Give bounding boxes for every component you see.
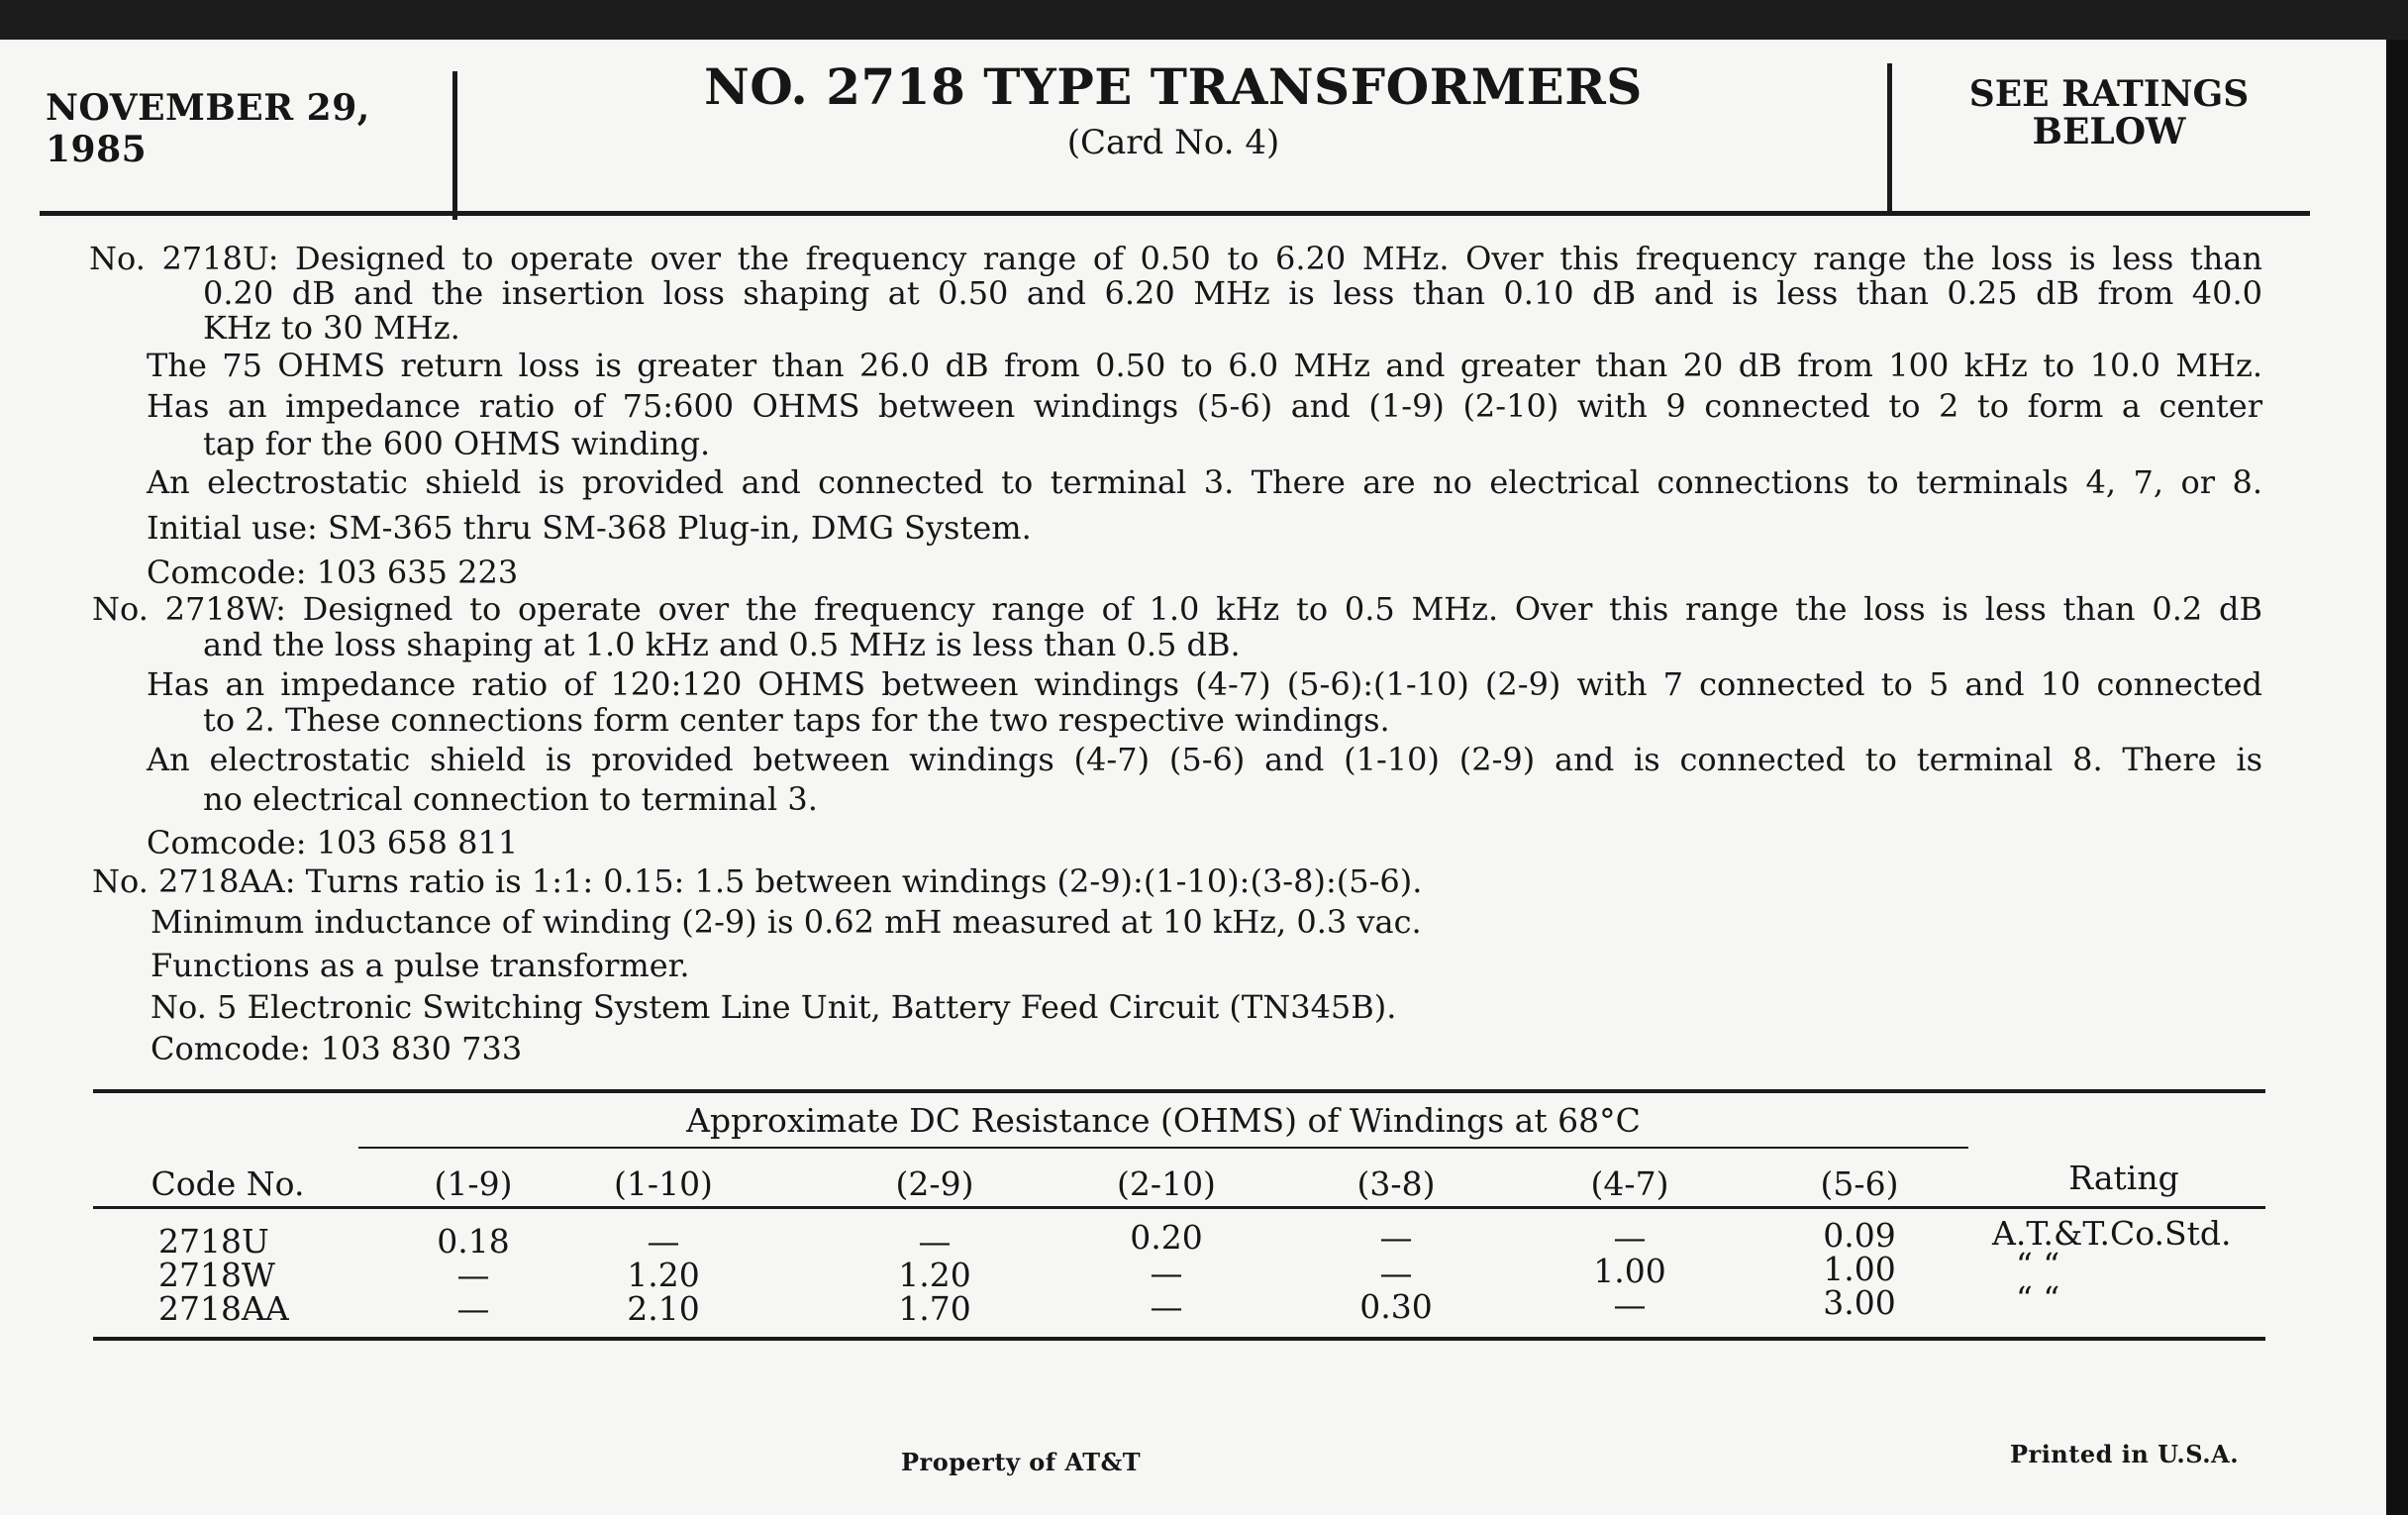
table-bottom-rule <box>93 1337 2265 1341</box>
table-cell: 0.09 <box>1823 1216 1896 1255</box>
table-header-rating: Rating <box>2068 1159 2179 1197</box>
ratings-note <box>1896 75 2322 151</box>
table-header-rule <box>93 1206 2265 1209</box>
header-divider-left <box>452 71 457 220</box>
table-group-rule <box>358 1147 1968 1149</box>
u-line-7: An electrostatic shield is provided and connected to terminal 3. There are no electrical connections to terminals 4, 7, or 8. <box>147 463 2262 501</box>
table-header-col: (5-6) <box>1820 1164 1899 1203</box>
w-line-6: no electrical connection to terminal 3. <box>203 780 818 818</box>
table-cell: — <box>456 1256 490 1294</box>
printed-notice: Printed in U.S.A. <box>2010 1440 2240 1468</box>
u-line-1: No. 2718U: Designed to operate over the frequency range of 0.50 to 6.20 MHz. Over this frequency range the loss is less than <box>89 240 2262 277</box>
aa-line-1: No. 2718AA: Turns ratio is 1:1: 0.15: 1.5 between windings (2-9):(1-10):(3-8):(5-6). <box>92 862 1423 900</box>
aa-line-4: No. 5 Electronic Switching System Line Unit, Battery Feed Circuit (TN345B). <box>150 988 1397 1026</box>
aa-line-2: Minimum inductance of winding (2-9) is 0.62 mH measured at 10 kHz, 0.3 vac. <box>150 903 1422 941</box>
w-line-5: An electrostatic shield is provided between windings (4-7) (5-6) and (1-10) (2-9) and is connected to terminal 8. There is <box>147 741 2262 778</box>
u-line-4: The 75 OHMS return loss is greater than 26.0 dB from 0.50 to 6.0 MHz and greater than 20 dB from 100 kHz to 10.0 MHz. <box>147 347 2262 384</box>
table-cell: 2.10 <box>627 1289 700 1328</box>
header-rule <box>40 211 2310 216</box>
u-line-6: tap for the 600 OHMS winding. <box>203 425 711 462</box>
table-row-code: 2718AA <box>158 1289 289 1328</box>
ratings-note-line1: SEE RATINGS <box>1968 73 2250 115</box>
card-title: NO. 2718 TYPE TRANSFORMERS <box>704 57 1643 116</box>
table-cell: — <box>1379 1254 1413 1292</box>
table-cell: — <box>1613 1218 1647 1257</box>
table-header-col: (4-7) <box>1590 1164 1669 1203</box>
ratings-note-line2: BELOW <box>2032 111 2186 152</box>
u-comcode: Comcode: 103 635 223 <box>147 554 519 591</box>
table-cell: 1.20 <box>627 1256 700 1294</box>
table-row-rating: “ “ <box>2016 1246 2060 1284</box>
w-line-1: No. 2718W: Designed to operate over the frequency range of 1.0 kHz to 0.5 MHz. Over this range the loss is less than 0.2 dB <box>92 590 2262 628</box>
table-cell: 0.18 <box>437 1222 510 1261</box>
table-cell: 1.70 <box>898 1289 971 1328</box>
card-subtitle: (Card No. 4) <box>1066 123 1280 162</box>
table-header-col: (2-10) <box>1117 1164 1216 1203</box>
table-cell: — <box>918 1222 952 1261</box>
table-cell: — <box>456 1289 490 1328</box>
table-header-col: (2-9) <box>895 1164 974 1203</box>
aa-comcode: Comcode: 103 830 733 <box>150 1030 523 1067</box>
table-cell: 3.00 <box>1823 1283 1896 1322</box>
table-cell: — <box>1379 1218 1413 1257</box>
table-cell: — <box>647 1222 680 1261</box>
scan-edge <box>2386 40 2408 1515</box>
card-date: NOVEMBER 29, 1985 <box>46 87 370 170</box>
w-line-4: to 2. These connections form center taps for the two respective windings. <box>203 701 1390 739</box>
w-line-2: and the loss shaping at 1.0 kHz and 0.5 MHz is less than 0.5 dB. <box>203 626 1241 663</box>
table-row-rating: “ “ <box>2016 1279 2060 1318</box>
u-line-3: KHz to 30 MHz. <box>203 309 460 347</box>
w-line-3: Has an impedance ratio of 120:120 OHMS between windings (4-7) (5-6):(1-10) (2-9) with 7 connected to 5 and 10 connected <box>147 665 2262 703</box>
aa-line-3: Functions as a pulse transformer. <box>150 947 690 984</box>
u-line-2: 0.20 dB and the insertion loss shaping at 0.50 and 6.20 MHz is less than 0.10 dB and is less than 0.25 dB from 40.0 <box>203 274 2262 312</box>
table-row-rating: A.T.&T.Co.Std. <box>1992 1214 2232 1253</box>
table-cell: — <box>1150 1254 1183 1292</box>
w-comcode: Comcode: 103 658 811 <box>147 824 519 861</box>
table-header-col: (1-9) <box>434 1164 513 1203</box>
table-header-col: (1-10) <box>614 1164 713 1203</box>
table-group-header: Approximate DC Resistance (OHMS) of Windings at 68°C <box>686 1101 1641 1140</box>
table-top-rule <box>93 1089 2265 1093</box>
table-cell: 0.30 <box>1359 1287 1433 1326</box>
table-row-code: 2718W <box>158 1256 275 1294</box>
table-cell: 1.20 <box>898 1256 971 1294</box>
table-row-code: 2718U <box>158 1222 269 1261</box>
property-notice: Property of AT&T <box>901 1448 1142 1476</box>
u-line-5: Has an impedance ratio of 75:600 OHMS between windings (5-6) and (1-9) (2-10) with 9 connected to 2 to form a center <box>147 387 2262 425</box>
table-header-col: (3-8) <box>1356 1164 1436 1203</box>
table-cell: 0.20 <box>1130 1218 1203 1257</box>
table-header-code: Code No. <box>150 1164 305 1203</box>
header-divider-right <box>1887 63 1892 212</box>
u-line-8: Initial use: SM-365 thru SM-368 Plug-in, DMG System. <box>147 509 1032 547</box>
table-cell: — <box>1150 1287 1183 1326</box>
table-cell: 1.00 <box>1593 1252 1666 1290</box>
table-cell: 1.00 <box>1823 1250 1896 1288</box>
table-cell: — <box>1613 1285 1647 1324</box>
